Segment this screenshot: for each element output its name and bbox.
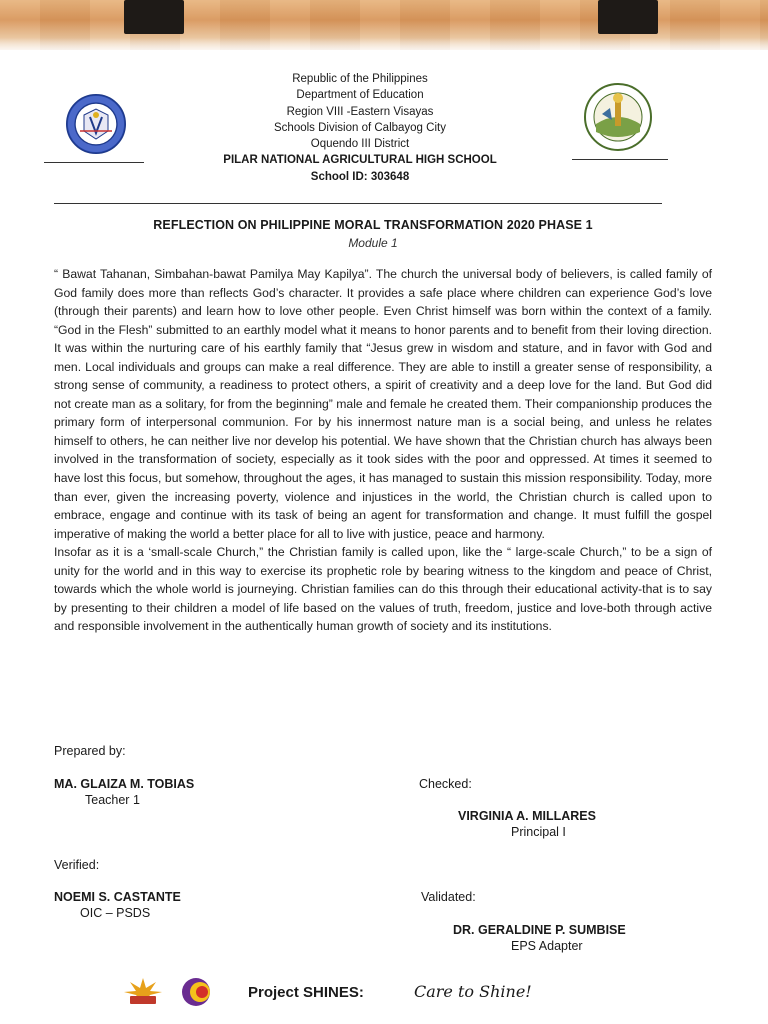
school-id: School ID: 303648 bbox=[310, 170, 410, 183]
project-motto: Care to Shine! bbox=[414, 982, 532, 1001]
verified-name: NOEMI S. CASTANTE bbox=[54, 890, 181, 904]
checked-name: VIRGINIA A. MILLARES bbox=[458, 809, 596, 823]
validated-label: Validated: bbox=[421, 890, 476, 904]
school-name: PILAR NATIONAL AGRICULTURAL HIGH SCHOOL bbox=[223, 154, 497, 167]
checked-label: Checked: bbox=[419, 777, 472, 791]
document-title: REFLECTION ON PHILIPPINE MORAL TRANSFORMATION 2020 PHASE 1 bbox=[153, 218, 593, 232]
header-line: Region VIII -Eastern Visayas bbox=[286, 105, 434, 118]
seal-underline-right bbox=[572, 159, 668, 160]
verified-role: OIC – PSDS bbox=[80, 906, 151, 920]
letterhead bbox=[150, 71, 570, 185]
paper-edge bbox=[0, 38, 768, 60]
header-line: Department of Education bbox=[296, 89, 424, 102]
paragraph: Insofar as it is a ‘small-scale Church,” the Christian family is called upon, like the “ large-scale Church,” to be a sign of unity for the world and in this way to exercise its prophetic role by bearing witness to the kingdom and peace of Christ, towards which the whole world is journeying. Christian families can do this through their educational activity-that is to say by presenting to their children a model of life based on the values of truth, freedom, justice and love-both through active and responsible involvement in the authentically human growth of society and its institutions. bbox=[54, 545, 712, 634]
document-subtitle: Module 1 bbox=[348, 236, 398, 250]
project-label: Project SHINES: bbox=[248, 984, 364, 1001]
header-line: Republic of the Philippines bbox=[292, 73, 428, 85]
paragraph: “ Bawat Tahanan, Simbahan-bawat Pamilya May Kapilya”. The church the universal body of believers, is called family of God family does more than reflects God’s character. It provides a safe place where children can experience God’s love (through their parents) and learn how to love other people. Even Christ himself was born within the context of a family. “God in the Flesh” submitted to an earthly model what it means to honor parents and to benefit from their loving direction. It was within the nurturing care of his earthly family that “Jesus grew in wisdom and stature, and in favor with God and men. Local individuals and groups can make a real difference. They are able to instill a greater sense of responsibility, a strong sense of community, a readiness to protect others, a spirit of creativity and a deep love for the land. But God did not create man as a solitary, for from the beginning” male and female he created them. Their companionship produces the primary form of interpersonal communion. For by his innermost nature man is a social being, and unless he relates himself to others, he can neither live nor develop his potential. We have shown that the Christian church has always been involved in the transformation of society, especially as it took sides with the poor and oppressed. At times it seemed to have lost this focus, but somehow, throughout the ages, it has managed to sustain this mission responsibility. Today, more than ever, given the increasing poverty, violence and injustices in the world, the Christian church is called upon to embrace, engage and continue with its task of being an agent for transformation and change. It must fulfill the gospel imperative of making the world a better place for all to live with justice, peace and harmony. bbox=[54, 267, 712, 541]
prepared-role: Teacher 1 bbox=[85, 793, 140, 807]
seal-underline-left bbox=[44, 162, 144, 163]
validated-name: DR. GERALDINE P. SUMBISE bbox=[453, 923, 626, 937]
validated-role: EPS Adapter bbox=[511, 939, 583, 953]
binder-clip-right bbox=[598, 0, 658, 34]
deped-seal-logo bbox=[50, 93, 142, 155]
reflection-body bbox=[54, 265, 712, 636]
header-line: Oquendo III District bbox=[310, 138, 410, 151]
shines-logo bbox=[176, 976, 222, 1008]
prepared-name: MA. GLAIZA M. TOBIAS bbox=[54, 777, 195, 791]
header-line: Schools Division of Calbayog City bbox=[274, 121, 446, 134]
school-seal-logo bbox=[572, 80, 664, 162]
header-divider bbox=[54, 203, 662, 204]
checked-role: Principal I bbox=[511, 825, 566, 839]
prepared-label: Prepared by: bbox=[54, 744, 126, 758]
lead-logo bbox=[116, 976, 170, 1006]
verified-label: Verified: bbox=[54, 858, 100, 872]
binder-clip-left bbox=[124, 0, 184, 34]
